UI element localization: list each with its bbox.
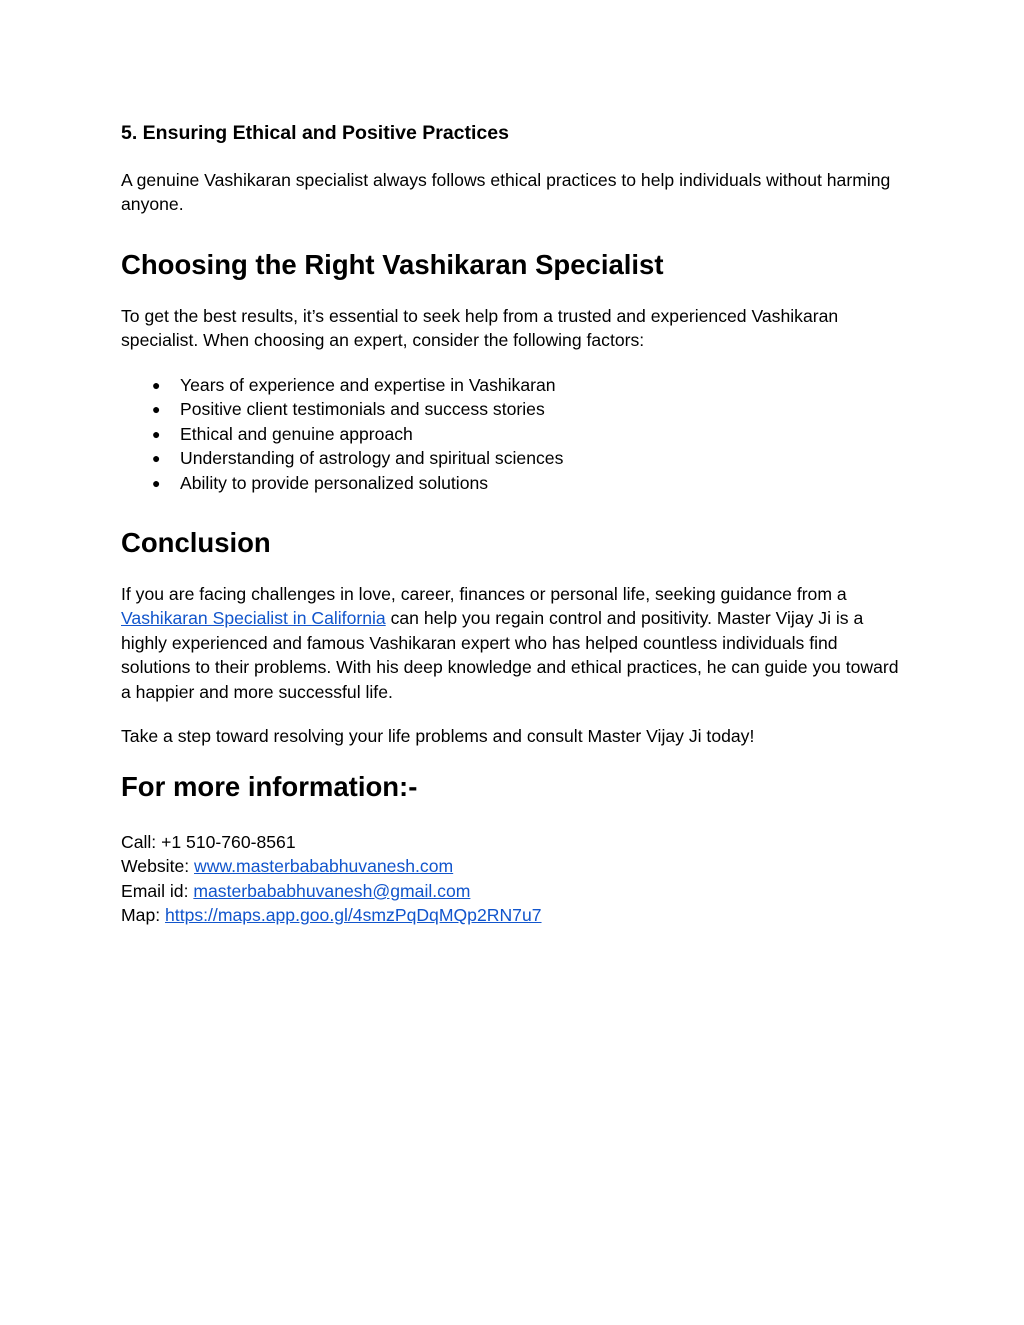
conclusion-text-before-link: If you are facing challenges in love, career, finances or personal life, seeking guidance from a — [121, 584, 847, 604]
bullet-icon: ● — [152, 474, 161, 491]
list-item — [121, 373, 563, 397]
map-label: Map: — [121, 905, 166, 926]
section-heading-ethical-practices: 5. Ensuring Ethical and Positive Practices — [121, 122, 509, 144]
conclusion-text-after-link: can help you regain control and positivity. Master Vijay Ji is a highly experienced and famous Vashikaran expert who has helped countless individuals find solutions to their problems. With his deep knowledge and ethical practices, he can guide you toward a happier and more successful life. — [121, 608, 899, 702]
conclusion-paragraph — [121, 582, 911, 704]
phone-number: +1 510-760-8561 — [161, 832, 296, 852]
paragraph-text: Take a step toward resolving your life problems and consult Master Vijay Ji today! — [121, 726, 755, 746]
bullet-icon: ● — [152, 450, 161, 467]
bullet-icon: ● — [152, 377, 161, 393]
list-item — [121, 422, 563, 446]
paragraph-text: A genuine Vashikaran specialist always follows ethical practices to help individuals without harming anyone. — [121, 170, 891, 215]
factors-list — [121, 373, 563, 495]
contact-details — [121, 830, 911, 928]
bullet-icon: ● — [152, 401, 161, 418]
contact-email-line — [121, 879, 911, 903]
map-link[interactable]: https://maps.app.goo.gl/4smzPqDqMQp2RN7u7 — [165, 905, 542, 926]
list-item — [121, 471, 563, 495]
website-link[interactable]: www.masterbababhuvanesh.com — [194, 856, 454, 877]
list-item-text: Positive client testimonials and success stories — [180, 399, 545, 420]
choosing-intro-paragraph — [121, 304, 911, 353]
list-item-text: Ethical and genuine approach — [180, 423, 413, 444]
paragraph-text: To get the best results, it’s essential to seek help from a trusted and experienced Vashikaran specialist. When choosing an expert, consider the following factors: — [121, 306, 839, 351]
bullet-icon: ● — [152, 425, 161, 442]
list-item — [121, 446, 563, 470]
heading-conclusion: Conclusion — [121, 527, 271, 558]
contact-map-line — [121, 903, 911, 927]
call-to-action-paragraph — [121, 724, 911, 748]
paragraph-text — [121, 582, 911, 704]
email-label: Email id: — [121, 880, 194, 901]
heading-more-information: For more information:- — [121, 771, 418, 802]
contact-call-line — [121, 830, 911, 854]
list-item-text: Understanding of astrology and spiritual sciences — [180, 448, 564, 469]
email-link[interactable]: masterbababhuvanesh@gmail.com — [193, 880, 471, 901]
website-label: Website: — [121, 856, 195, 877]
list-item-text: Ability to provide personalized solutions — [180, 472, 489, 493]
call-label: Call: — [121, 832, 162, 852]
contact-website-line — [121, 854, 911, 878]
list-item — [121, 397, 563, 421]
heading-choosing-specialist: Choosing the Right Vashikaran Specialist — [121, 249, 664, 280]
list-item-text: Years of experience and expertise in Vashikaran — [180, 375, 556, 395]
ethical-practices-paragraph — [121, 168, 911, 217]
vashikaran-specialist-link[interactable]: Vashikaran Specialist in California — [121, 608, 386, 629]
